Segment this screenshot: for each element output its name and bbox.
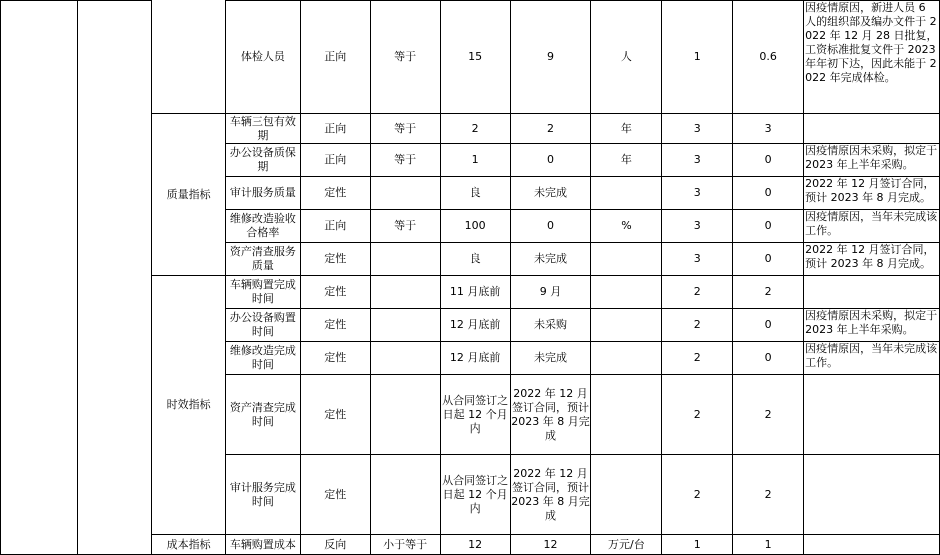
actual-value: 2	[510, 114, 591, 144]
operator: 等于	[370, 1, 440, 114]
target-value: 良	[440, 177, 510, 210]
operator	[370, 342, 440, 375]
weight: 2	[662, 276, 733, 309]
weight: 3	[662, 114, 733, 144]
deviation-note: 因疫情原因未采购，拟定于 2023 年上半年采购。	[804, 309, 940, 342]
category-cell	[152, 1, 226, 114]
actual-value: 2022 年 12 月签订合同，预计 2023 年 8 月完成	[510, 375, 591, 455]
unit	[591, 177, 662, 210]
target-value: 1	[440, 144, 510, 177]
weight: 3	[662, 243, 733, 276]
deviation-note	[804, 375, 940, 455]
operator: 等于	[370, 144, 440, 177]
direction: 定性	[300, 342, 370, 375]
deviation-note: 因疫情原因，当年未完成该工作。	[804, 342, 940, 375]
actual-value: 12	[510, 535, 591, 555]
actual-value: 9	[510, 1, 591, 114]
indicator-name: 车辆购置完成时间	[226, 276, 301, 309]
weight: 3	[662, 177, 733, 210]
deviation-note: 2022 年 12 月签订合同，预计 2023 年 8 月完成。	[804, 243, 940, 276]
indicator-name: 车辆购置成本	[226, 535, 301, 555]
score: 1	[733, 535, 804, 555]
indicator-name: 审计服务质量	[226, 177, 301, 210]
direction: 定性	[300, 177, 370, 210]
direction: 正向	[300, 1, 370, 114]
score: 0	[733, 342, 804, 375]
deviation-note	[804, 455, 940, 535]
unit: 万元/台	[591, 535, 662, 555]
deviation-note: 因疫情原因，新进人员 6 人的组织部及编办文件于 2022 年 12 月 28 日批复，工资标准批复文件于 2023 年年初下达，因此未能于 2022 年完成体检。	[804, 1, 940, 114]
table-row	[1, 1, 940, 114]
actual-value: 未采购	[510, 309, 591, 342]
unit	[591, 243, 662, 276]
actual-value: 未完成	[510, 342, 591, 375]
direction: 定性	[300, 243, 370, 276]
weight: 3	[662, 144, 733, 177]
indicator-name: 办公设备购置时间	[226, 309, 301, 342]
unit: 年	[591, 114, 662, 144]
score: 0	[733, 309, 804, 342]
direction: 正向	[300, 114, 370, 144]
score: 2	[733, 455, 804, 535]
target-value: 12	[440, 535, 510, 555]
weight: 3	[662, 210, 733, 243]
operator	[370, 455, 440, 535]
score: 0.6	[733, 1, 804, 114]
unit	[591, 342, 662, 375]
operator	[370, 243, 440, 276]
target-value: 12 月底前	[440, 309, 510, 342]
direction: 正向	[300, 210, 370, 243]
direction: 反向	[300, 535, 370, 555]
operator	[370, 276, 440, 309]
score: 0	[733, 177, 804, 210]
weight: 2	[662, 309, 733, 342]
category-timeliness: 时效指标	[152, 276, 226, 535]
indicator-name: 体检人员	[226, 1, 301, 114]
deviation-note: 因疫情原因，当年未完成该工作。	[804, 210, 940, 243]
direction: 定性	[300, 309, 370, 342]
blank-col-b	[77, 1, 152, 555]
direction: 定性	[300, 276, 370, 309]
unit	[591, 309, 662, 342]
target-value: 11 月底前	[440, 276, 510, 309]
indicator-name: 维修改造完成时间	[226, 342, 301, 375]
unit: 年	[591, 144, 662, 177]
unit	[591, 455, 662, 535]
operator: 等于	[370, 114, 440, 144]
actual-value: 未完成	[510, 243, 591, 276]
indicator-name: 资产清查服务质量	[226, 243, 301, 276]
weight: 1	[662, 535, 733, 555]
deviation-note	[804, 114, 940, 144]
indicator-name: 办公设备质保期	[226, 144, 301, 177]
indicator-name: 资产清查完成时间	[226, 375, 301, 455]
indicator-name: 审计服务完成时间	[226, 455, 301, 535]
score: 2	[733, 375, 804, 455]
weight: 2	[662, 455, 733, 535]
target-value: 2	[440, 114, 510, 144]
unit	[591, 375, 662, 455]
unit: 人	[591, 1, 662, 114]
indicator-name: 车辆三包有效期	[226, 114, 301, 144]
target-value: 良	[440, 243, 510, 276]
operator: 等于	[370, 210, 440, 243]
deviation-note: 2022 年 12 月签订合同，预计 2023 年 8 月完成。	[804, 177, 940, 210]
blank-col-a	[1, 1, 78, 555]
target-value: 从合同签订之日起 12 个月内	[440, 455, 510, 535]
deviation-note: 因疫情原因未采购，拟定于 2023 年上半年采购。	[804, 144, 940, 177]
deviation-note	[804, 276, 940, 309]
actual-value: 9 月	[510, 276, 591, 309]
score: 0	[733, 144, 804, 177]
actual-value: 2022 年 12 月签订合同，预计 2023 年 8 月完成	[510, 455, 591, 535]
actual-value: 未完成	[510, 177, 591, 210]
target-value: 12 月底前	[440, 342, 510, 375]
score: 3	[733, 114, 804, 144]
operator	[370, 309, 440, 342]
category-cost: 成本指标	[152, 535, 226, 555]
actual-value: 0	[510, 144, 591, 177]
unit	[591, 276, 662, 309]
direction: 正向	[300, 144, 370, 177]
score: 2	[733, 276, 804, 309]
direction: 定性	[300, 375, 370, 455]
weight: 1	[662, 1, 733, 114]
unit: %	[591, 210, 662, 243]
weight: 2	[662, 375, 733, 455]
actual-value: 0	[510, 210, 591, 243]
weight: 2	[662, 342, 733, 375]
score: 0	[733, 243, 804, 276]
target-value: 从合同签订之日起 12 个月内	[440, 375, 510, 455]
score: 0	[733, 210, 804, 243]
indicator-name: 维修改造验收合格率	[226, 210, 301, 243]
category-quality: 质量指标	[152, 114, 226, 276]
operator	[370, 375, 440, 455]
operator	[370, 177, 440, 210]
target-value: 100	[440, 210, 510, 243]
operator: 小于等于	[370, 535, 440, 555]
target-value: 15	[440, 1, 510, 114]
direction: 定性	[300, 455, 370, 535]
deviation-note	[804, 535, 940, 555]
